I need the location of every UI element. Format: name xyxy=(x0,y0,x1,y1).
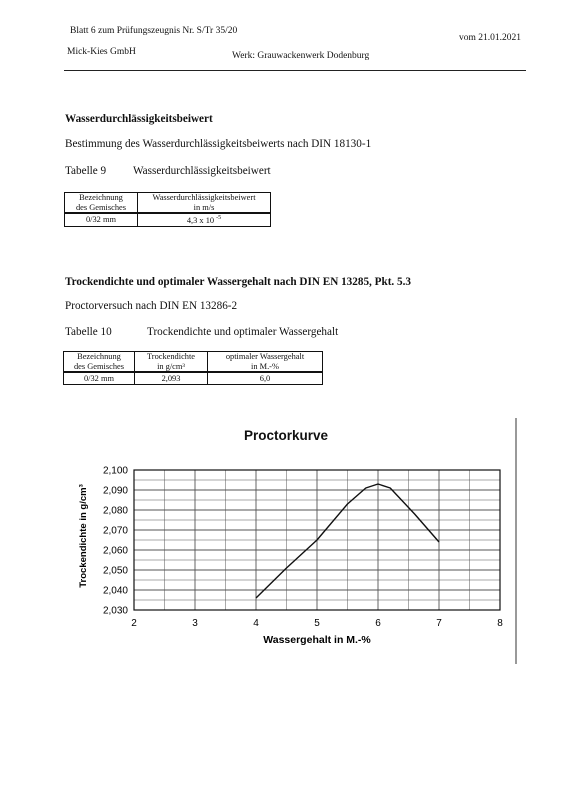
table9-header-k-line2: in m/s xyxy=(193,202,215,212)
table9-header-k-line1: Wasserdurchlässigkeitsbeiwert xyxy=(152,193,256,202)
x-tick-label: 2 xyxy=(131,618,137,629)
y-tick-label: 2,060 xyxy=(102,545,128,557)
section2-heading: Trockendichte und optimaler Wassergehalt nach DIN EN 13285, Pkt. 5.3 xyxy=(65,276,412,288)
table10-header-density-line2: in g/cm³ xyxy=(157,361,185,371)
x-tick-label: 4 xyxy=(253,618,259,629)
table10-header-density-line1: Trockendichte xyxy=(146,352,196,361)
table10-header-mix-line1: Bezeichnung xyxy=(77,352,121,361)
table9-header-mix-line2: des Gemisches xyxy=(75,202,126,212)
x-tick-label: 3 xyxy=(192,618,198,629)
y-tick-label: 2,100 xyxy=(102,465,128,477)
report-date: vom 21.01.2021 xyxy=(459,33,522,43)
table9-k-exponent: -5 xyxy=(216,215,222,222)
y-tick-label: 2,090 xyxy=(102,485,128,497)
table9-label: Tabelle 9 xyxy=(65,165,107,177)
sheet-reference: Blatt 6 zum Prüfungszeugnis Nr. S/Tr 35/20 xyxy=(70,26,238,36)
table10-cell-water: 6,0 xyxy=(208,372,323,385)
y-axis-label: Trockendichte in g/cm³ xyxy=(78,484,89,588)
y-tick-label: 2,040 xyxy=(102,585,128,597)
x-tick-label: 6 xyxy=(375,618,381,629)
y-tick-label: 2,080 xyxy=(102,505,128,517)
x-axis-label: Wassergehalt in M.-% xyxy=(263,634,371,646)
chart-title: Proctorkurve xyxy=(244,428,329,443)
table10-cell-mix: 0/32 mm xyxy=(64,372,135,385)
section1-intro: Bestimmung des Wasserdurchlässigkeitsbeiwerts nach DIN 18130-1 xyxy=(65,138,372,150)
section2-intro: Proctorversuch nach DIN EN 13286-2 xyxy=(65,300,238,312)
table10-header-water-line1: optimaler Wassergehalt xyxy=(225,352,305,361)
y-tick-label: 2,070 xyxy=(102,525,128,537)
x-tick-label: 5 xyxy=(314,618,320,629)
table9-cell-mix: 0/32 mm xyxy=(65,213,138,226)
section1-heading: Wasserdurchlässigkeitsbeiwert xyxy=(65,113,213,125)
table9-title: Wasserdurchlässigkeitsbeiwert xyxy=(133,165,271,177)
table9-k-mantissa: 4,3 x 10 xyxy=(186,215,215,225)
table10-header-mix-line2: des Gemisches xyxy=(73,361,124,371)
table10-label: Tabelle 10 xyxy=(65,326,112,338)
table10-cell-density: 2,093 xyxy=(135,372,208,385)
y-tick-label: 2,030 xyxy=(102,605,128,617)
table9-header-mix-line1: Bezeichnung xyxy=(79,193,123,202)
plant-name: Werk: Grauwackenwerk Dodenburg xyxy=(232,51,370,61)
y-tick-label: 2,050 xyxy=(102,565,128,577)
company-name: Mick-Kies GmbH xyxy=(67,47,136,57)
x-tick-label: 8 xyxy=(497,618,503,629)
x-tick-label: 7 xyxy=(436,618,442,629)
table10-title: Trockendichte und optimaler Wassergehalt xyxy=(147,326,339,338)
table10-header-water-line2: in M.-% xyxy=(251,361,279,371)
